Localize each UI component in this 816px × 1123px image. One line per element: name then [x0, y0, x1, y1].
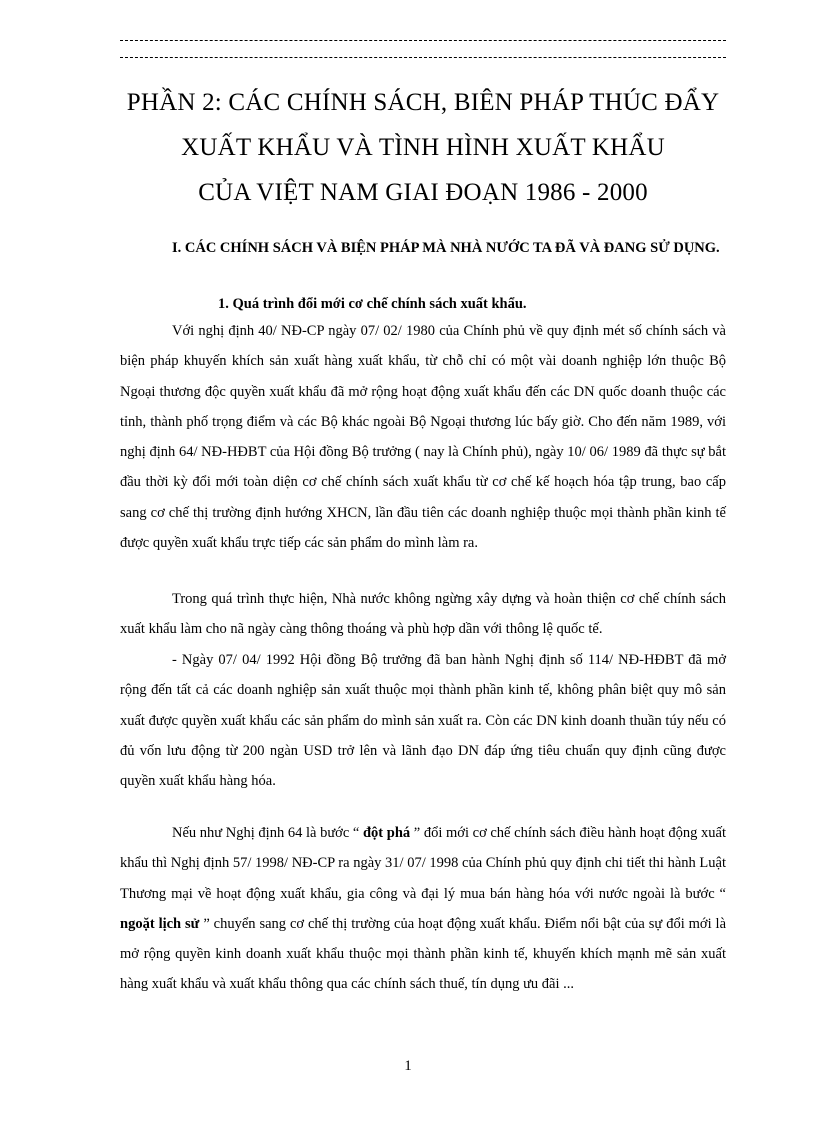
emphasis-dot-pha: đột phá [359, 825, 414, 841]
page-number: 1 [404, 1058, 412, 1074]
section-heading: I. CÁC CHÍNH SÁCH VÀ BIỆN PHÁP MÀ NHÀ NƯỚC TA ĐÃ VÀ ĐANG SỬ DỤNG. [172, 240, 720, 256]
paragraph-4-text-c: ” chuyển sang cơ chế thị trường của hoạt động xuất khẩu. Điểm nổi bật của sự đổi mới là mở rộng quyền kinh doanh xuất khẩu thuộc mọi thành phần kinh tế, khuyến khích mạnh mẽ sản xuất hàng xuất khẩu và xuất khẩu thông qua các chính sách thuế, tín dụng ưu đãi ... [120, 915, 726, 993]
header-dashed-line-bottom [120, 57, 726, 58]
header-dashed-line-top [120, 40, 726, 41]
part-title-line-1: PHẦN 2: CÁC CHÍNH SÁCH, BIÊN PHÁP THÚC ĐẨY [126, 89, 720, 116]
paragraph-4-text-b: ” đổi mới cơ chế chính sách điều hành hoạt động xuất khẩu thì Nghị định 57/ 1998/ NĐ-CP ra ngày 31/ 07/ 1998 của Chính phủ quy định chi tiết thi hành Luật Thương mại về hoạt động xuất khẩu, gia công và đại lý mua bán hàng hóa với nước ngoài là bước “ [120, 825, 726, 902]
paragraph-4 [120, 818, 726, 1000]
subsection-heading: 1. Quá trình đổi mới cơ chế chính sách xuất khẩu. [218, 296, 527, 312]
paragraph-2: Trong quá trình thực hiện, Nhà nước không ngừng xây dựng và hoàn thiện cơ chế chính sách xuất khẩu làm cho nã ngày càng thông thoáng và phù hợp dần với thông lệ quốc tế. [120, 591, 726, 638]
paragraph-1: Với nghị định 40/ NĐ-CP ngày 07/ 02/ 1980 của Chính phủ về quy định mét số chính sách và biện pháp khuyến khích sản xuất hàng xuất khẩu, từ chỗ chỉ có một vài doanh nghiệp lớn thuộc Bộ Ngoại thương độc quyền xuất khẩu đã mở rộng hoạt động xuất khẩu đến các DN quốc doanh thuộc các tỉnh, thành phố trọng điểm và các Bộ khác ngoài Bộ Ngoại thương lúc bấy giờ. Cho đến năm 1989, với nghị định 64/ NĐ-HĐBT của Hội đồng Bộ trưởng ( nay là Chính phủ), ngày 10/ 06/ 1989 đã thực sự bắt đầu thời kỳ đổi mới toàn diện cơ chế chính sách xuất khẩu từ cơ chế kế hoạch hóa tập trung, bao cấp sang cơ chế thị trường định hướng XHCN, lần đầu tiên các doanh nghiệp thuộc mọi thành phần kinh tế được quyền xuất khẩu trực tiếp các sản phẩm do mình làm ra. [120, 323, 726, 552]
part-title-line-3: CỦA VIỆT NAM GIAI ĐOẠN 1986 - 2000 [198, 179, 648, 206]
paragraph-4-text-a: Nếu như Nghị định 64 là bước “ [172, 825, 360, 841]
emphasis-ngoat-lich-su: ngoặt lịch sử [120, 915, 204, 932]
paragraph-3: - Ngày 07/ 04/ 1992 Hội đồng Bộ trưởng đã ban hành Nghị định số 114/ NĐ-HĐBT đã mở rộng đến tất cả các doanh nghiệp sản xuất thuộc mọi thành phần kinh tế, không phân biệt quy mô sản xuất được quyền xuất khẩu các sản phẩm do mình sản xuất ra. Còn các DN kinh doanh thuần túy nếu có đủ vốn lưu động từ 200 ngàn USD trở lên và lãnh đạo DN đáp ứng tiêu chuẩn quy định cũng được quyền xuất khẩu hàng hóa. [120, 652, 726, 790]
part-title [120, 80, 726, 215]
part-title-line-2: XUẤT KHẨU VÀ TÌNH HÌNH XUẤT KHẨU [181, 134, 665, 161]
